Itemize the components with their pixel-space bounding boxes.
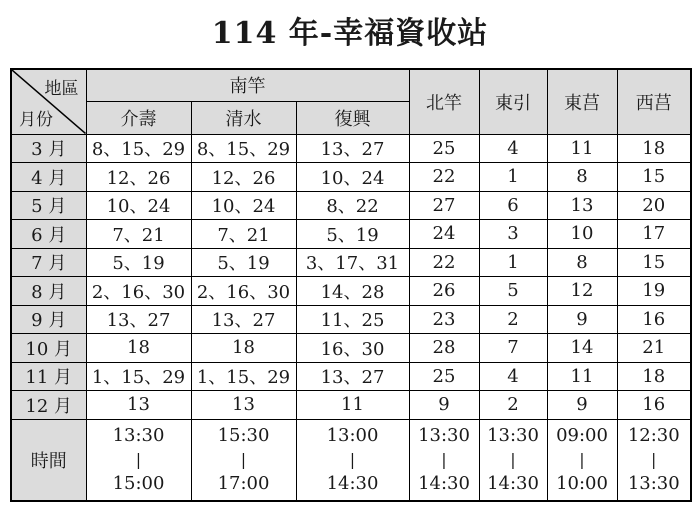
column-group-nangan: 南竿 <box>86 69 409 101</box>
month-label: 7 月 <box>11 248 86 277</box>
schedule-cell: 23 <box>409 305 479 334</box>
table-row <box>11 134 691 163</box>
table-row <box>11 362 691 391</box>
schedule-cell: 7、21 <box>191 220 296 249</box>
time-start: 13:00 <box>326 425 379 447</box>
time-cell <box>617 419 691 501</box>
column-header-beigan: 北竿 <box>409 69 479 134</box>
time-start: 09:00 <box>556 425 608 447</box>
time-end: 15:00 <box>112 473 165 495</box>
month-label: 4 月 <box>11 163 86 192</box>
corner-label-month: 月份 <box>19 109 53 130</box>
schedule-cell: 27 <box>409 191 479 220</box>
schedule-cell: 22 <box>409 248 479 277</box>
column-header-qingshui: 清水 <box>191 101 296 134</box>
schedule-cell: 21 <box>617 334 691 363</box>
schedule-cell: 16 <box>617 391 691 420</box>
time-separator: | <box>579 450 585 470</box>
table-row <box>11 248 691 277</box>
time-row-label: 時間 <box>11 419 86 501</box>
time-end: 14:30 <box>487 473 539 495</box>
time-row <box>11 419 691 501</box>
time-cell <box>409 419 479 501</box>
schedule-cell: 26 <box>409 277 479 306</box>
time-separator: | <box>441 450 447 470</box>
schedule-cell: 8 <box>547 163 617 192</box>
time-end: 14:30 <box>326 473 379 495</box>
schedule-cell: 18 <box>617 362 691 391</box>
schedule-cell: 1、15、29 <box>191 362 296 391</box>
schedule-cell: 8 <box>547 248 617 277</box>
month-label: 3 月 <box>11 134 86 163</box>
schedule-cell: 18 <box>191 334 296 363</box>
schedule-cell: 24 <box>409 220 479 249</box>
month-label: 11 月 <box>11 362 86 391</box>
schedule-cell: 5、19 <box>191 248 296 277</box>
time-end: 13:30 <box>627 473 680 495</box>
schedule-cell: 7、21 <box>86 220 191 249</box>
table-row <box>11 220 691 249</box>
corner-label-region: 地區 <box>44 79 79 99</box>
time-end: 17:00 <box>217 473 270 495</box>
schedule-cell: 1 <box>479 163 547 192</box>
time-start: 13:30 <box>487 425 539 447</box>
time-start: 13:30 <box>418 425 470 447</box>
schedule-cell: 2、16、30 <box>86 277 191 306</box>
schedule-cell: 11、25 <box>296 305 409 334</box>
month-label: 5 月 <box>11 191 86 220</box>
column-header-dongju: 東莒 <box>547 69 617 134</box>
schedule-cell: 10、24 <box>296 163 409 192</box>
schedule-cell: 12、26 <box>86 163 191 192</box>
schedule-header <box>11 69 691 134</box>
schedule-cell: 16 <box>617 305 691 334</box>
schedule-cell: 4 <box>479 362 547 391</box>
schedule-cell: 17 <box>617 220 691 249</box>
time-separator: | <box>240 450 247 470</box>
schedule-cell: 13、27 <box>191 305 296 334</box>
schedule-cell: 2、16、30 <box>191 277 296 306</box>
schedule-cell: 3 <box>479 220 547 249</box>
time-cell <box>479 419 547 501</box>
schedule-cell: 15 <box>617 163 691 192</box>
time-end: 14:30 <box>418 473 470 495</box>
schedule-cell: 16、30 <box>296 334 409 363</box>
schedule-cell: 19 <box>617 277 691 306</box>
month-label: 6 月 <box>11 220 86 249</box>
schedule-cell: 12、26 <box>191 163 296 192</box>
month-label: 8 月 <box>11 277 86 306</box>
schedule-cell: 13、27 <box>296 362 409 391</box>
column-header-jieshou: 介壽 <box>86 101 191 134</box>
column-header-xiju: 西莒 <box>617 69 691 134</box>
month-label: 10 月 <box>11 334 86 363</box>
schedule-cell: 11 <box>296 391 409 420</box>
schedule-cell: 14 <box>547 334 617 363</box>
schedule-cell: 8、15、29 <box>191 134 296 163</box>
schedule-cell: 6 <box>479 191 547 220</box>
time-end: 10:00 <box>556 473 608 495</box>
header-row-group <box>11 69 691 101</box>
column-header-dongyin: 東引 <box>479 69 547 134</box>
time-cell <box>547 419 617 501</box>
schedule-cell: 7 <box>479 334 547 363</box>
schedule-cell: 4 <box>479 134 547 163</box>
table-row <box>11 163 691 192</box>
time-cell <box>86 419 191 501</box>
column-header-fuxing: 復興 <box>296 101 409 134</box>
schedule-cell: 25 <box>409 362 479 391</box>
schedule-cell: 8、22 <box>296 191 409 220</box>
schedule-cell: 10、24 <box>86 191 191 220</box>
schedule-cell: 9 <box>409 391 479 420</box>
schedule-cell: 18 <box>86 334 191 363</box>
page-title: 114 年-幸福資收站 <box>211 16 489 51</box>
time-separator: | <box>349 450 356 470</box>
schedule-cell: 12 <box>547 277 617 306</box>
schedule-cell: 14、28 <box>296 277 409 306</box>
schedule-cell: 20 <box>617 191 691 220</box>
schedule-cell: 1 <box>479 248 547 277</box>
schedule-body <box>11 134 691 501</box>
schedule-cell: 28 <box>409 334 479 363</box>
schedule-cell: 5、19 <box>86 248 191 277</box>
schedule-table <box>10 68 692 502</box>
schedule-cell: 13 <box>547 191 617 220</box>
time-start: 15:30 <box>217 425 270 447</box>
month-label: 12 月 <box>11 391 86 420</box>
time-cell <box>191 419 296 501</box>
schedule-cell: 2 <box>479 391 547 420</box>
schedule-cell: 13 <box>191 391 296 420</box>
schedule-cell: 11 <box>547 362 617 391</box>
schedule-cell: 10 <box>547 220 617 249</box>
time-separator: | <box>651 450 657 470</box>
time-start: 13:30 <box>112 425 165 447</box>
schedule-cell: 18 <box>617 134 691 163</box>
table-row <box>11 191 691 220</box>
table-row <box>11 391 691 420</box>
time-separator: | <box>135 450 142 470</box>
month-label: 9 月 <box>11 305 86 334</box>
schedule-cell: 13 <box>86 391 191 420</box>
schedule-cell: 8、15、29 <box>86 134 191 163</box>
schedule-cell: 13、27 <box>296 134 409 163</box>
schedule-cell: 9 <box>547 305 617 334</box>
schedule-cell: 1、15、29 <box>86 362 191 391</box>
schedule-cell: 3、17、31 <box>296 248 409 277</box>
schedule-cell: 10、24 <box>191 191 296 220</box>
schedule-cell: 9 <box>547 391 617 420</box>
time-cell <box>296 419 409 501</box>
time-start: 12:30 <box>627 425 680 447</box>
schedule-cell: 11 <box>547 134 617 163</box>
schedule-cell: 15 <box>617 248 691 277</box>
table-row <box>11 334 691 363</box>
schedule-cell: 25 <box>409 134 479 163</box>
time-separator: | <box>510 450 516 470</box>
table-row <box>11 305 691 334</box>
schedule-cell: 13、27 <box>86 305 191 334</box>
table-row <box>11 277 691 306</box>
schedule-cell: 5 <box>479 277 547 306</box>
schedule-cell: 2 <box>479 305 547 334</box>
corner-cell <box>11 69 86 134</box>
schedule-cell: 22 <box>409 163 479 192</box>
schedule-cell: 5、19 <box>296 220 409 249</box>
